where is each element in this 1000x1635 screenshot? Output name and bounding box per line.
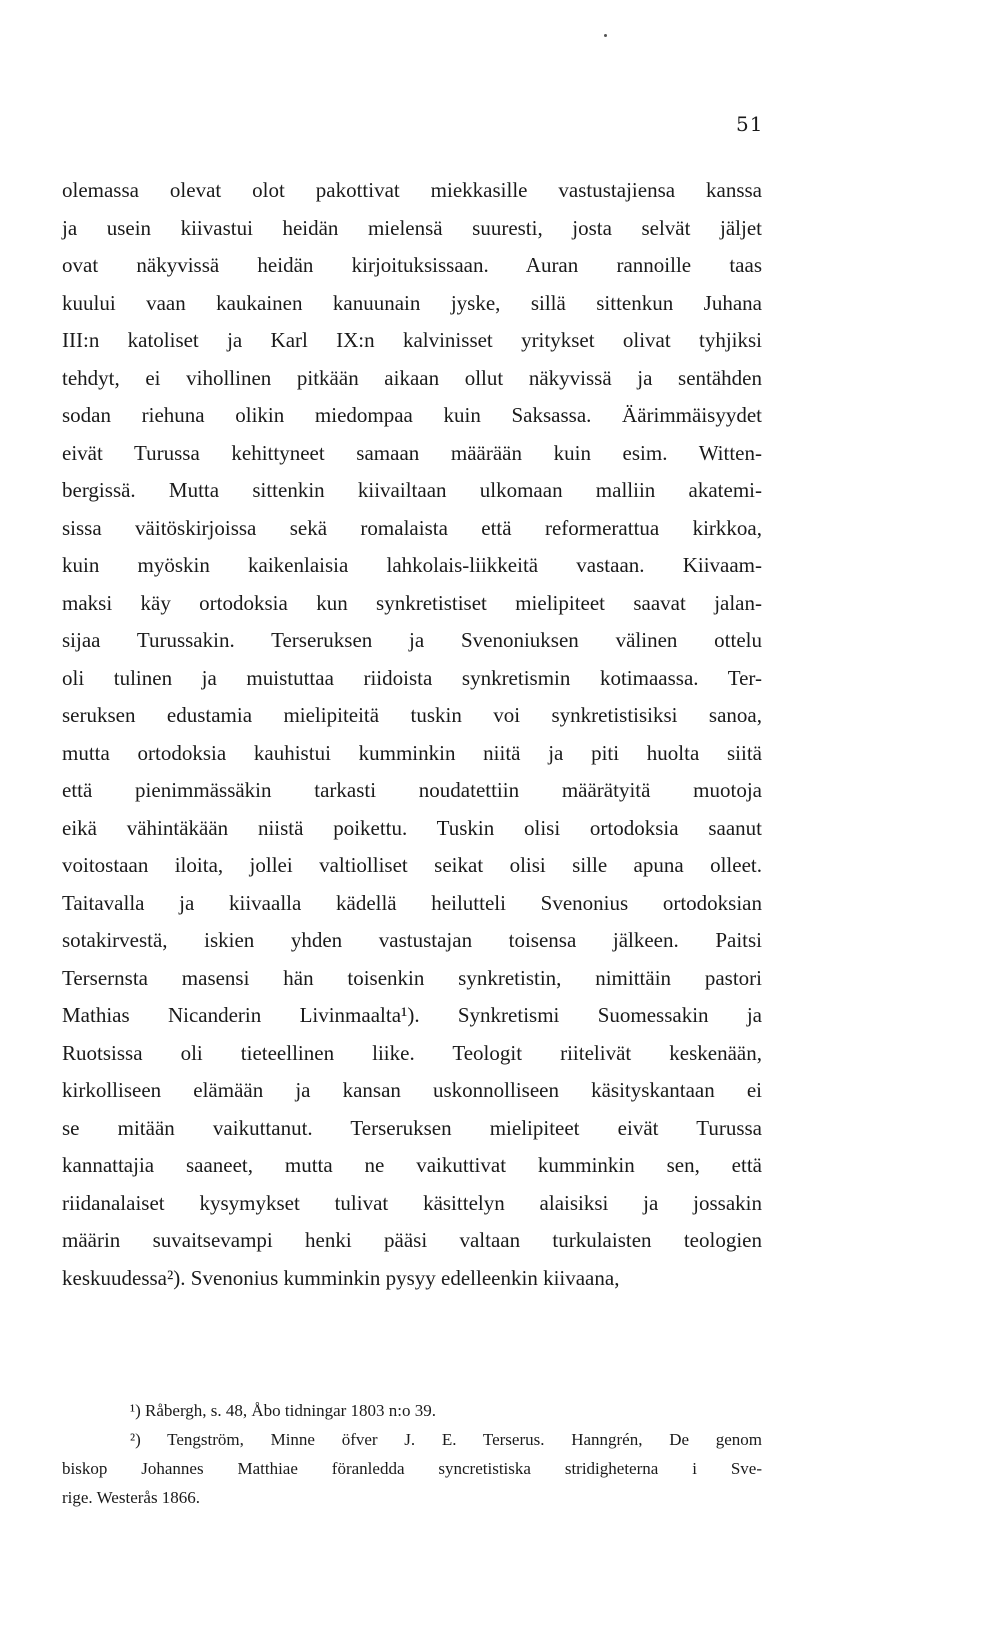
footnote-2-end: rige. Westerås 1866. (62, 1488, 201, 1507)
text-line: Ruotsissa oli tieteellinen liike. Teologit riitelivät keskenään, (62, 1040, 762, 1065)
text-line: kuin myöskin kaikenlaisia lahkolais-liikkeitä vastaan. Kiivaam- (62, 553, 762, 577)
text-line: voitostaan iloita, jollei valtiolliset seikat olisi sille apuna olleet. (62, 853, 762, 877)
text-line: keskuudessa²). Svenonius kumminkin pysyy edelleenkin kiivaana, (62, 1265, 620, 1290)
text-line: se mitään vaikuttanut. Terseruksen mielipiteet eivät Turussa (62, 1115, 762, 1140)
footnote-1: ¹) Råbergh, s. 48, Åbo tidningar 1803 n:o 39. (130, 1401, 437, 1420)
text-line: eivät Turussa kehittyneet samaan määrään kuin esim. Witten- (62, 440, 762, 465)
text-line: kannattajia saaneet, mutta ne vaikuttivat kumminkin sen, että (62, 1153, 762, 1177)
text-line: riidanalaiset kysymykset tulivat käsittelyn alaisiksi ja jossakin (62, 1190, 762, 1215)
text-line: kuului vaan kaukainen kanuunain jyske, sillä sittenkun Juhana (62, 290, 762, 315)
text-line: seruksen edustamia mielipiteitä tuskin voi synkretistisiksi sanoa, (62, 703, 762, 727)
footnotes (62, 1396, 762, 1512)
text-line: sodan riehuna olikin miedompaa kuin Saksassa. Äärimmäisyydet (62, 403, 762, 427)
text-line: III:n katoliset ja Karl IX:n kalvinisset yritykset olivat tyhjiksi (62, 328, 762, 352)
text-line: määrin suvaitsevampi henki pääsi valtaan turkulaisten teologien (62, 1228, 762, 1252)
text-line: kirkolliseen elämään ja kansan uskonnolliseen käsityskantaan ei (62, 1078, 762, 1102)
body-text (62, 172, 762, 1297)
text-line: että pienimmässäkin tarkasti noudatettiin määrätyitä muotoja (62, 778, 762, 802)
text-line: maksi käy ortodoksia kun synkretistiset mielipiteet saavat jalan- (62, 590, 762, 615)
text-line: sissa väitöskirjoissa sekä romalaista että reformerattua kirkkoa, (62, 515, 762, 540)
page-number: 51 (736, 112, 764, 136)
text-line: ovat näkyvissä heidän kirjoituksissaan. Auran rannoille taas (62, 253, 762, 277)
text-line: bergissä. Mutta sittenkin kiivailtaan ulkomaan malliin akatemi- (62, 478, 762, 502)
text-line: Taitavalla ja kiivaalla kädellä heilutteli Svenonius ortodoksian (62, 890, 762, 915)
text-line: mutta ortodoksia kauhistui kumminkin niitä ja piti huolta siitä (62, 740, 762, 765)
text-line: olemassa olevat olot pakottivat miekkasille vastustajiensa kanssa (62, 178, 762, 202)
text-line: Tersernsta masensi hän toisenkin synkretistin, nimittäin pastori (62, 965, 762, 990)
speck-mark (604, 34, 607, 37)
footnote-2: ²) Tengström, Minne öfver J. E. Terserus. Hanngrén, De genom (130, 1430, 762, 1449)
text-line: sijaa Turussakin. Terseruksen ja Svenoniuksen välinen ottelu (62, 628, 762, 652)
text-line: tehdyt, ei vihollinen pitkään aikaan ollut näkyvissä ja sentähden (62, 365, 762, 390)
text-line: oli tulinen ja muistuttaa riidoista synkretismin kotimaassa. Ter- (62, 665, 762, 690)
text-line: sotakirvestä, iskien yhden vastustajan toisensa jälkeen. Paitsi (62, 928, 762, 952)
text-line: ja usein kiivastui heidän mielensä suuresti, josta selvät jäljet (62, 215, 762, 240)
text-line: Mathias Nicanderin Livinmaalta¹). Synkretismi Suomessakin ja (62, 1003, 762, 1027)
footnote-2-continued: biskop Johannes Matthiae föranledda syncretistiska stridigheterna i Sve- (62, 1459, 762, 1478)
text-line: eikä vähintäkään niistä poikettu. Tuskin olisi ortodoksia saanut (62, 815, 762, 840)
